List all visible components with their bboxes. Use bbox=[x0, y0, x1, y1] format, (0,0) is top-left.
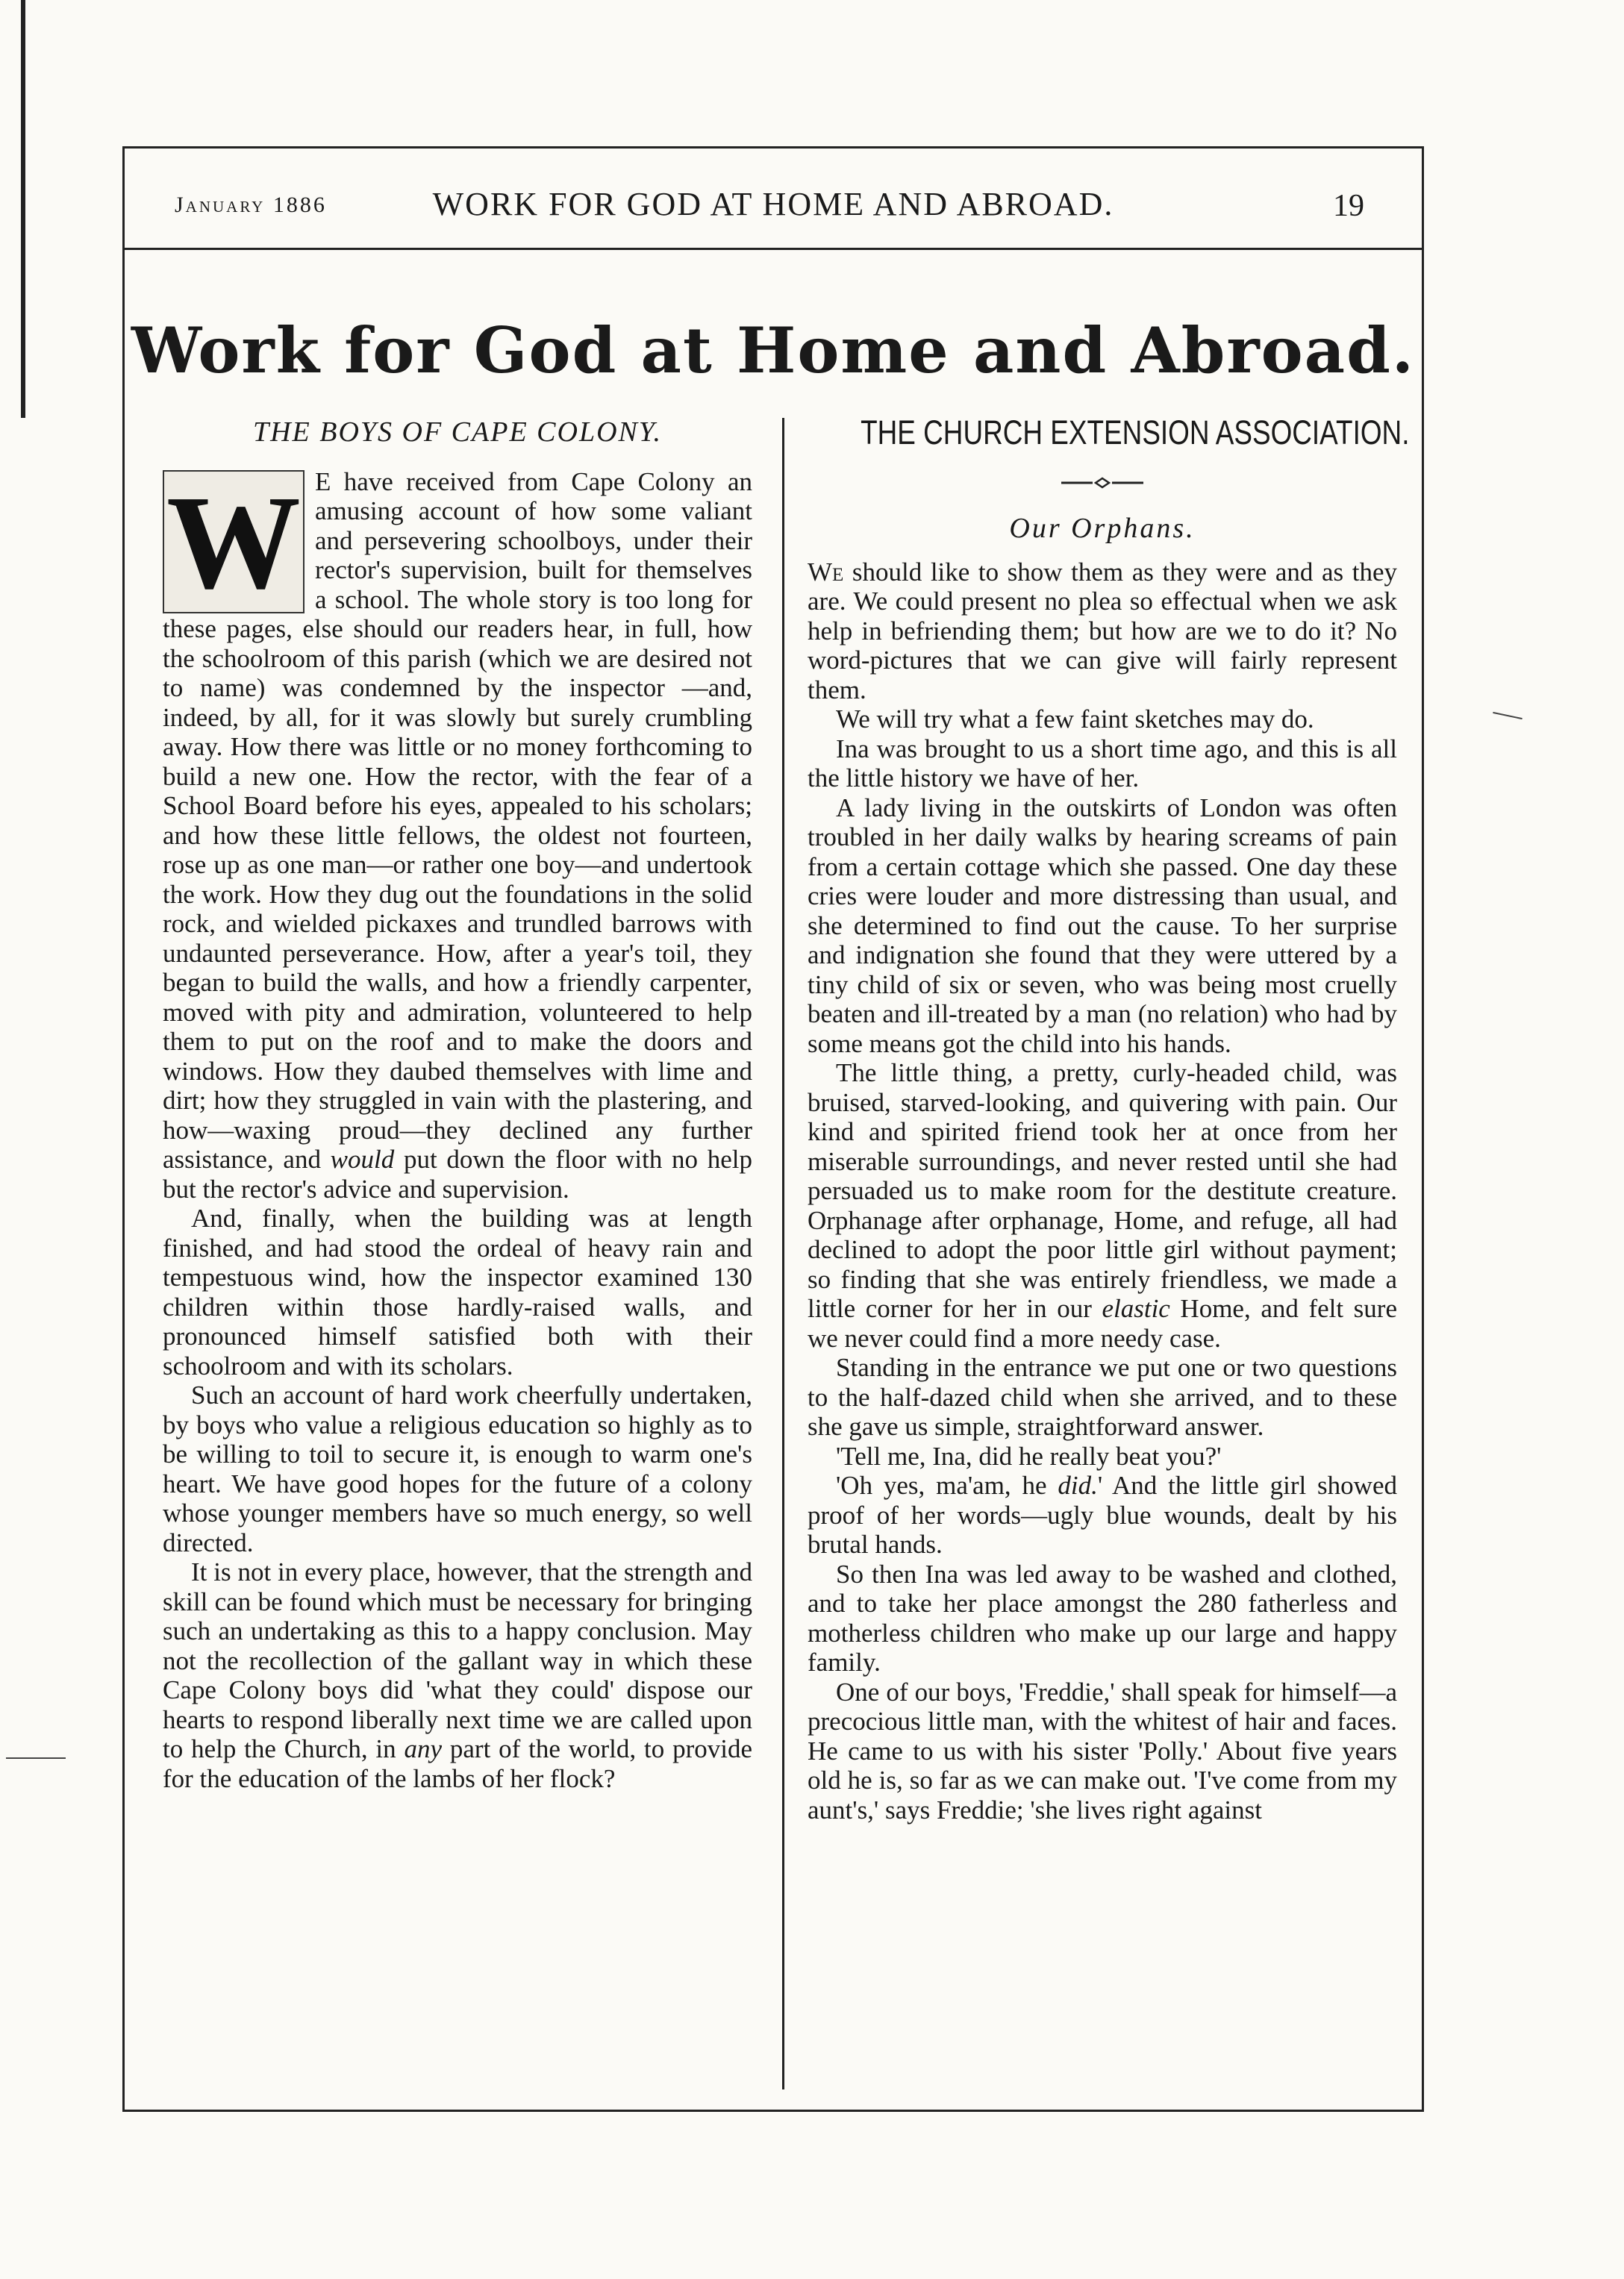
paragraph bbox=[163, 467, 752, 1204]
paragraph: A lady living in the outskirts of London was often troubled in her daily walks by hearing screams of pain from a certain cottage which she passed. One day these cries were louder and more distressing than usual, and she determined to find out the cause. To her surprise and indignation she found that they were uttered by a tiny child of six or seven, who was being most cruelly beaten and ill-treated by a man (no relation) who had by some means got the child into his hands. bbox=[808, 793, 1397, 1058]
paragraph bbox=[808, 1058, 1397, 1353]
emphasis: elastic bbox=[1102, 1294, 1170, 1323]
article-heading: THE CHURCH EXTENSION ASSOCIATION. bbox=[861, 413, 1410, 451]
text-run: put down the floor with no help but the rector's advice and supervision. bbox=[163, 1145, 753, 1204]
paragraph: Standing in the entrance we put one or two questions to the half-dazed child when she arrived, and to these she gave us simple, straightforward answer. bbox=[808, 1353, 1397, 1441]
page-title: Work for God at Home and Abroad. bbox=[131, 313, 1416, 387]
paragraph bbox=[163, 1557, 752, 1793]
dropcap-letter: W bbox=[166, 467, 301, 616]
text-run: part of the world, to provide for the education of the lambs of her flock? bbox=[163, 1734, 752, 1793]
left-column bbox=[163, 418, 752, 1793]
paragraph: And, finally, when the building was at length finished, and had stood the ordeal of heavy rain and tempestuous wind, how the inspector examined 130 children within those hardly-raised walls, and pronounced himself satisfied both with their schoolroom and with its scholars. bbox=[163, 1204, 752, 1381]
text-run: The little thing, a pretty, curly-headed child, was bruised, starved-looking, and quivering with pain. Our kind and spirited friend took her at once from her miserable surroundings, and never rested until she had persuaded us to make room for the destitute creature. Orphanage after orphanage, Home, and refuge, all had declined to adopt the poor little girl without payment; so finding that she was entirely friendless, we made a little corner for her in our bbox=[808, 1058, 1397, 1323]
scan-edge-mark bbox=[21, 0, 25, 418]
header-rule bbox=[122, 248, 1424, 250]
article-heading: THE BOYS OF CAPE COLONY. bbox=[252, 416, 663, 448]
section-subheading: Our Orphans. bbox=[1009, 513, 1196, 544]
emphasis: did. bbox=[1058, 1471, 1098, 1500]
emphasis: would bbox=[330, 1145, 395, 1174]
header-running-title: WORK FOR GOD AT HOME AND ABROAD. bbox=[432, 186, 1114, 222]
paragraph: Ina was brought to us a short time ago, and this is all the little history we have of her. bbox=[808, 734, 1397, 793]
header-date: January 1886 bbox=[175, 193, 327, 217]
text-run: It is not in every place, however, that the strength and skill can be found which must be necessary for bringing such an undertaking as this to a happy conclusion. May not the recollection of the gallant way in which these Cape Colony boys did 'what they could' dispose our hearts to respond liberally next time we are called upon to help the Church, in bbox=[163, 1557, 752, 1763]
paragraph: Such an account of hard work cheerfully undertaken, by boys who value a religious education so highly as to be willing to toil to secure it, is enough to warm one's heart. We have good hopes for the future of a colony whose younger members have so much energy, so well directed. bbox=[163, 1381, 752, 1557]
column-divider bbox=[782, 418, 784, 2089]
text-run: should like to show them as they were and as they are. We could present no plea so effectual when we ask help in befriending them; but how are we to do it? No word-pictures that we can give will fairly represent them. bbox=[808, 557, 1397, 704]
divider-ornament-icon bbox=[808, 466, 1397, 495]
paragraph bbox=[808, 557, 1397, 705]
right-column bbox=[808, 413, 1410, 1825]
text-run: Home, and felt sure we never could find a more needy case. bbox=[808, 1294, 1397, 1353]
running-header bbox=[122, 185, 1424, 230]
scan-mark bbox=[6, 1757, 66, 1759]
paragraph bbox=[808, 1471, 1397, 1560]
text-run: E have received from Cape Colony an amusing account of how some valiant and persevering schoolboys, under their rector's supervision, built for themselves a school. The whole story is too long for these pages, else should our readers hear, in full, how the schoolroom of this parish (which we are desired not to name) was condemned by the inspector —and, indeed, by all, for it was slowly but surely crumbling away. How there was little or no money forthcoming to build a new one. How the rector, with the fear of a School Board before his eyes, appealed to his scholars; and how these little fellows, the oldest not fourteen, rose up as one man—or rather one boy—and undertook the work. How they dug out the foundations in the solid rock, and wielded pickaxes and trundled barrows with undaunted perseverance. How, after a year's toil, they began to build the walls, and how a friendly carpenter, moved with pity and admiration, volunteered to help them to put on the roof and to make the doors and windows. How they daubed themselves with lime and dirt; how they struggled in vain with the plastering, and how—waxing proud—they declined any further assistance, and bbox=[163, 466, 752, 1174]
scan-mark bbox=[1493, 712, 1522, 719]
paragraph: 'Tell me, Ina, did he really beat you?' bbox=[836, 1441, 1222, 1471]
ornamental-dropcap bbox=[163, 467, 304, 616]
text-run: We bbox=[808, 557, 844, 587]
emphasis: any bbox=[404, 1734, 443, 1763]
paragraph: So then Ina was led away to be washed and clothed, and to take her place amongst the 280 fatherless and motherless children who make up our large and happy family. bbox=[808, 1559, 1397, 1677]
text-run: ' And the little girl showed proof of her words—ugly blue wounds, dealt by his brutal hands. bbox=[808, 1471, 1397, 1559]
paragraph: We will try what a few faint sketches may do. bbox=[836, 704, 1314, 734]
text-run: 'Oh yes, ma'am, he bbox=[836, 1471, 1058, 1500]
paragraph: One of our boys, 'Freddie,' shall speak for himself—a precocious little man, with the whitest of hair and faces. He came to us with his sister 'Polly.' About five years old he is, so far as we can make out. 'I've come from my aunt's,' says Freddie; 'she lives right against bbox=[808, 1677, 1397, 1825]
page-number: 19 bbox=[1333, 189, 1364, 223]
